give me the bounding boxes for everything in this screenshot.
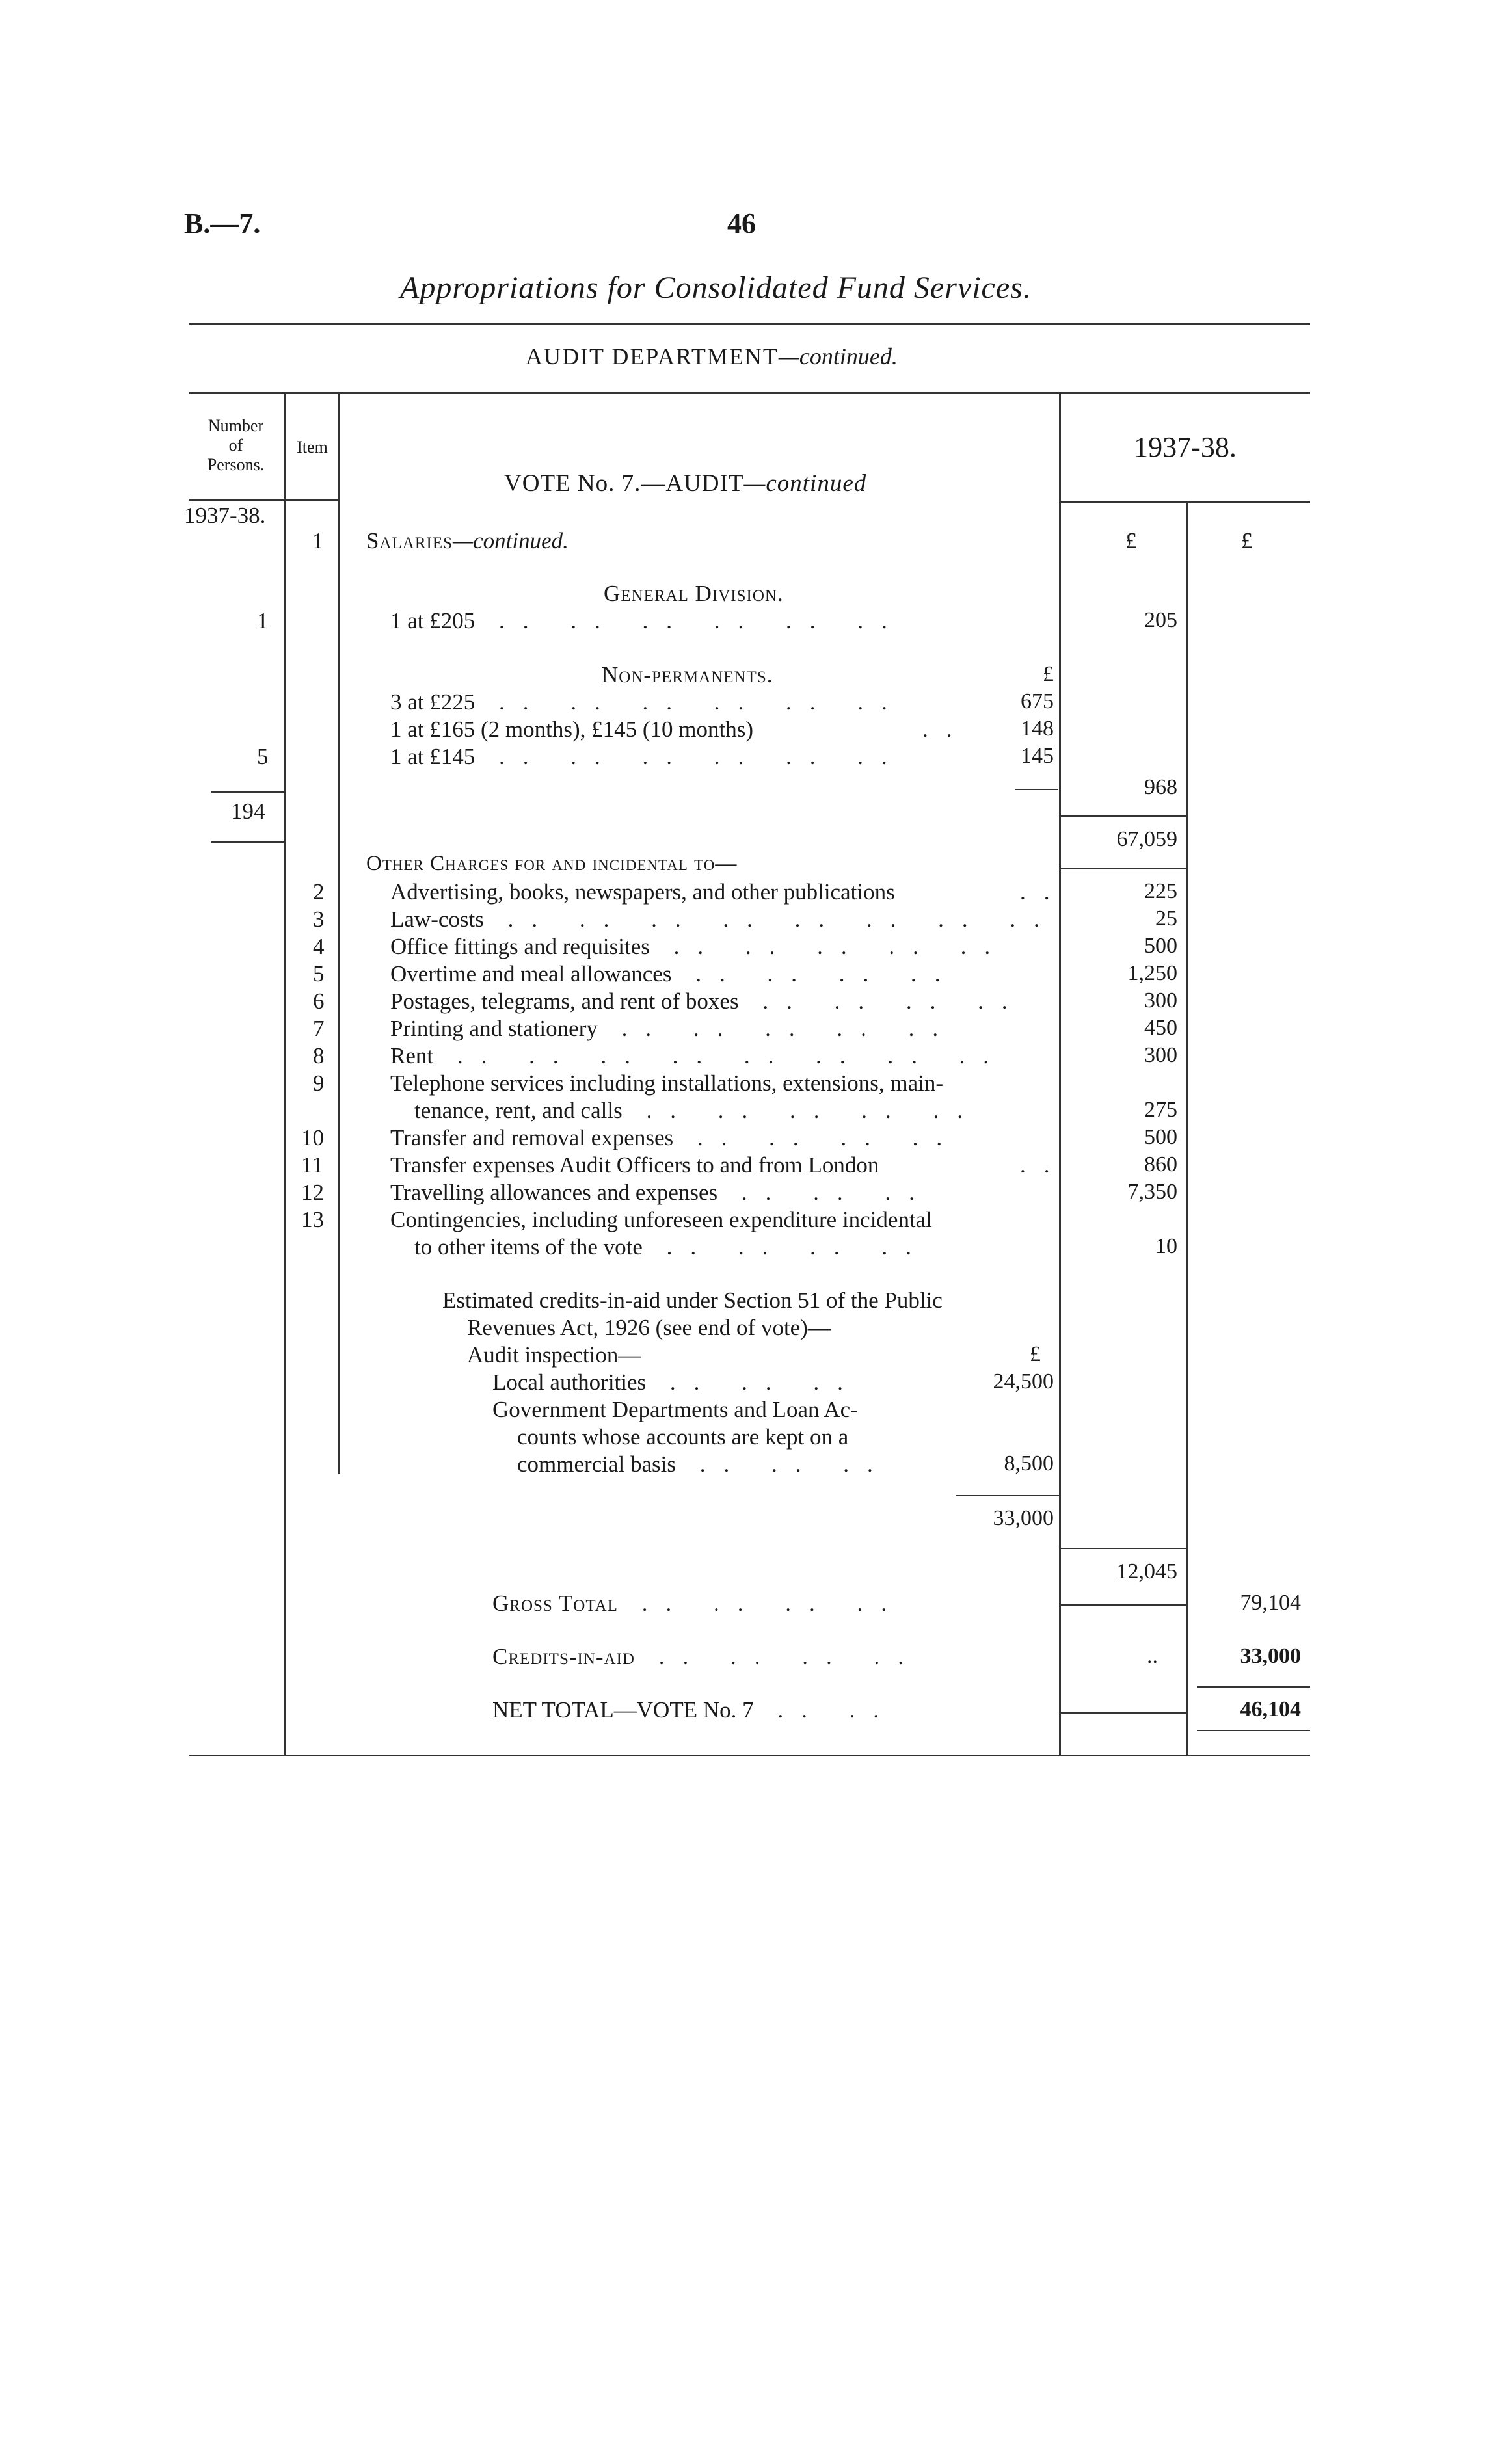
- other-charges-rule: [1060, 1548, 1186, 1549]
- charge-item-label: Postages, telegrams, and rent of boxes: [390, 988, 739, 1014]
- persons-heading-line-3: Persons.: [207, 455, 265, 474]
- vote-title-main: VOTE No. 7.—AUDIT: [504, 470, 744, 497]
- non-permanent-line-text: 1 at £145: [390, 744, 476, 769]
- charge-item-text: [390, 1180, 933, 1206]
- vote-title-suffix: —continued: [744, 470, 867, 497]
- charge-item-text: [390, 1043, 1007, 1069]
- government-departments-amount: 8,500: [1004, 1451, 1054, 1476]
- page-number: 46: [727, 207, 756, 239]
- gross-total-row: [492, 1591, 905, 1617]
- charge-item-label: Office fittings and requisites: [390, 934, 650, 959]
- credits-note-total: 33,000: [993, 1506, 1054, 1530]
- charge-item-amount: 450: [1144, 1016, 1177, 1040]
- department-suffix: —continued.: [778, 343, 898, 369]
- general-division-amount: 205: [1144, 608, 1177, 632]
- charge-item-number: 4: [313, 934, 325, 959]
- charge-item-text: [390, 1125, 960, 1151]
- leader-dots: .. .. .. .. ..: [597, 1016, 957, 1041]
- credits-note-line: Estimated credits-in-aid under Section 51 of the Public: [442, 1288, 943, 1313]
- currency-label-2: £: [1241, 528, 1253, 553]
- net-total-row: [492, 1697, 897, 1723]
- leader-dots: .. .. .. ..: [671, 961, 959, 987]
- credits-note-currency: £: [1030, 1342, 1041, 1366]
- non-permanent-amount: 148: [1021, 717, 1054, 741]
- general-division-line-text: 1 at £205: [390, 608, 476, 633]
- page-title: Appropriations for Consolidated Fund Services.: [400, 271, 1032, 305]
- charge-item-text-continued: [414, 1098, 981, 1124]
- charge-item-label: to other items of the vote: [414, 1234, 643, 1260]
- leader-dots: .. .. .. .. .. ..: [475, 608, 905, 633]
- persons-total-rule: [211, 791, 284, 793]
- charge-item-number: 5: [313, 961, 325, 987]
- credits-in-aid-amount: 33,000: [1240, 1644, 1301, 1668]
- charge-item-amount: 10: [1155, 1234, 1177, 1258]
- year-column-heading: 1937-38.: [1134, 431, 1237, 463]
- non-permanents-subtotal: 968: [1144, 775, 1177, 799]
- charge-item-number: 11: [301, 1152, 323, 1178]
- non-permanents-currency: £: [1043, 662, 1054, 686]
- local-authorities-amount: 24,500: [993, 1370, 1054, 1394]
- charge-item-number: 9: [313, 1070, 325, 1096]
- leader-dots: ..: [1020, 1152, 1068, 1178]
- persons-heading-line-2: of: [228, 436, 243, 455]
- net-total-top-rule: [1197, 1686, 1310, 1688]
- leader-dots: .. ..: [753, 1697, 898, 1723]
- persons-heading-line-1: Number: [208, 416, 264, 435]
- charge-item-text: [390, 961, 958, 987]
- charge-item-text: Contingencies, including unforeseen expenditure incidental: [390, 1207, 932, 1232]
- leader-dots: .. .. ..: [717, 1180, 933, 1205]
- leader-dots: .. .. ..: [675, 1451, 891, 1477]
- leader-dots: .. .. .. .. .. ..: [475, 744, 905, 769]
- gross-total-amount: 79,104: [1240, 1591, 1301, 1615]
- credits-in-aid-row: [492, 1644, 922, 1670]
- local-authorities-line: [492, 1370, 861, 1396]
- item-heading-rule: [286, 499, 338, 501]
- non-permanent-line: [390, 717, 753, 743]
- leader-dots: .. .. .. .. ..: [649, 934, 1009, 959]
- item-column-heading: Item: [297, 438, 328, 457]
- net-total-amount: 46,104: [1240, 1697, 1301, 1721]
- gross-total-label: Gross Total: [492, 1591, 618, 1616]
- charge-item-label: Travelling allowances and expenses: [390, 1180, 718, 1205]
- government-departments-line: Government Departments and Loan Ac-: [492, 1397, 858, 1422]
- persons-total-bottom-rule: [211, 841, 284, 843]
- gross-total-rule: [1060, 1604, 1186, 1606]
- leader-dots: .. .. .. ..: [634, 1644, 922, 1669]
- charge-item-amount: 275: [1144, 1098, 1177, 1122]
- government-departments-label: commercial basis: [517, 1451, 676, 1477]
- leader-dots: .. .. .. .. .. .. .. ..: [433, 1043, 1008, 1068]
- non-permanent-amount: 145: [1021, 744, 1054, 768]
- charge-item-amount: 500: [1144, 934, 1177, 958]
- charge-item-number: 8: [313, 1043, 325, 1068]
- persons-column-heading: [189, 416, 283, 475]
- credits-note-line: Revenues Act, 1926 (see end of vote)—: [467, 1315, 831, 1340]
- non-permanents-subtotal-rule: [1015, 789, 1058, 790]
- department-name: AUDIT DEPARTMENT: [526, 343, 779, 369]
- leader-dots: .. .. ..: [646, 1370, 861, 1395]
- charge-item-amount: 500: [1144, 1125, 1177, 1149]
- salaries-total-persons: 194: [231, 799, 265, 824]
- charge-item-number: 7: [313, 1016, 325, 1041]
- text-column-divider: [1059, 394, 1061, 1755]
- leader-dots: .. .. .. .. .. ..: [475, 689, 905, 715]
- table-top-rule: [189, 392, 1310, 394]
- charge-item-amount: 300: [1144, 1043, 1177, 1067]
- persons-heading-rule: [189, 499, 284, 501]
- document-reference: B.—7.: [184, 207, 261, 239]
- charge-item-label: Printing and stationery: [390, 1016, 598, 1041]
- other-charges-total: 12,045: [1116, 1559, 1177, 1583]
- table-bottom-rule: [189, 1755, 1310, 1756]
- charge-item-amount: 1,250: [1127, 961, 1177, 985]
- charge-item-text: [390, 934, 1008, 960]
- charge-item-amount: 7,350: [1127, 1180, 1177, 1204]
- audit-inspection-label: Audit inspection—: [467, 1342, 641, 1368]
- government-departments-line: counts whose accounts are kept on a: [517, 1424, 849, 1450]
- leader-dots: .. .. .. .. ..: [622, 1098, 981, 1123]
- general-division-heading: General Division.: [604, 581, 784, 606]
- charge-item-label: tenance, rent, and calls: [414, 1098, 623, 1123]
- charge-item-text: [390, 988, 1026, 1014]
- salaries-item-number: 1: [312, 528, 324, 553]
- non-permanent-amount: 675: [1021, 689, 1054, 713]
- charge-item-text: [390, 1016, 956, 1042]
- leader-dots: ..: [1020, 879, 1068, 905]
- leader-dots: ..: [922, 717, 971, 742]
- year-heading-rule: [1060, 501, 1310, 503]
- charge-item-text: Transfer expenses Audit Officers to and from London: [390, 1152, 879, 1178]
- amount-column-divider: [1186, 501, 1188, 1755]
- credits-in-aid-col1: ..: [1147, 1644, 1158, 1668]
- persons-year-label: 1937-38.: [184, 503, 266, 528]
- leader-dots: .. .. .. ..: [738, 988, 1026, 1014]
- non-permanent-line-text: 1 at £165 (2 months), £145 (10 months): [390, 717, 754, 742]
- credits-in-aid-label: Credits-in-aid: [492, 1644, 635, 1669]
- salaries-heading-text: Salaries: [366, 528, 453, 553]
- charge-item-label: Overtime and meal allowances: [390, 961, 672, 987]
- charge-item-text-continued: [414, 1234, 930, 1260]
- non-permanent-line: [390, 744, 905, 770]
- salaries-total-bottom-rule: [1060, 868, 1186, 869]
- charge-item-text: [390, 907, 1058, 933]
- persons-column-divider: [284, 394, 286, 1755]
- charge-item-amount: 225: [1144, 879, 1177, 903]
- non-permanents-heading: Non-permanents.: [602, 662, 773, 687]
- salaries-total-rule: [1060, 815, 1186, 817]
- charge-item-number: 6: [313, 988, 325, 1014]
- leader-dots: .. .. .. ..: [617, 1591, 905, 1616]
- non-permanent-line: [390, 689, 905, 715]
- net-total-rule: [1060, 1712, 1186, 1714]
- charge-item-number: 10: [301, 1125, 324, 1150]
- leader-dots: .. .. .. ..: [673, 1125, 961, 1150]
- charge-item-number: 3: [313, 907, 325, 932]
- government-departments-line: [517, 1451, 891, 1477]
- department-heading: [526, 343, 898, 370]
- charge-item-label: Law-costs: [390, 907, 484, 932]
- charge-item-amount: 860: [1144, 1152, 1177, 1176]
- title-rule: [189, 323, 1310, 325]
- net-total-label: NET TOTAL—VOTE No. 7: [492, 1697, 754, 1723]
- charge-item-text: Advertising, books, newspapers, and other publications: [390, 879, 895, 905]
- charge-item-number: 12: [301, 1180, 324, 1205]
- charge-item-label: Transfer and removal expenses: [390, 1125, 674, 1150]
- salaries-heading: [366, 528, 569, 554]
- general-division-persons: 1: [257, 608, 269, 633]
- non-permanents-persons: 5: [257, 744, 269, 769]
- salaries-total: 67,059: [1116, 827, 1177, 851]
- non-permanent-line-text: 3 at £225: [390, 689, 476, 715]
- charge-item-text: Telephone services including installations, extensions, main-: [390, 1070, 943, 1096]
- charge-item-amount: 25: [1155, 907, 1177, 931]
- general-division-line: [390, 608, 905, 634]
- charge-item-amount: 300: [1144, 988, 1177, 1013]
- net-total-bottom-rule: [1197, 1730, 1310, 1731]
- leader-dots: .. .. .. ..: [642, 1234, 930, 1260]
- charge-item-number: 13: [301, 1207, 324, 1232]
- salaries-heading-suffix: —continued.: [453, 528, 569, 553]
- currency-label-1: £: [1125, 528, 1137, 553]
- credits-note-rule: [956, 1495, 1059, 1496]
- leader-dots: .. .. .. .. .. .. .. ..: [483, 907, 1058, 932]
- vote-title: [504, 470, 866, 497]
- charge-item-number: 2: [313, 879, 325, 905]
- other-charges-heading: Other Charges for and incidental to—: [366, 852, 738, 875]
- local-authorities-label: Local authorities: [492, 1370, 647, 1395]
- item-column-divider: [338, 394, 340, 1474]
- charge-item-label: Rent: [390, 1043, 434, 1068]
